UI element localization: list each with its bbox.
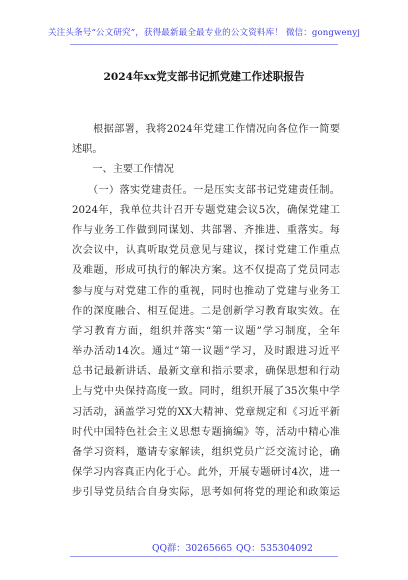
body-line: 及难题，形成可执行的解决方案。这不仅提高了党员同志 bbox=[72, 265, 340, 277]
body-line: 学习教育方面，组织并落实“第一议题”学习制度，全年 bbox=[72, 325, 340, 337]
body-line: 作与业务工作做到同谋划、共部署、齐推进、重落实。每 bbox=[72, 224, 340, 236]
document-body bbox=[72, 120, 340, 504]
header-banner: 关注头条号“公文研究”，获得最新最全最专业的公文资料库！ 微信：gongwenyj bbox=[47, 28, 361, 38]
body-line: 述职。 bbox=[72, 144, 103, 156]
body-line: 次会议中，认真听取党员意见与建议，探讨党建工作重点 bbox=[72, 245, 340, 257]
body-line: 步引导党员结合自身实际，思考如何将党的理论和政策运 bbox=[72, 487, 340, 499]
body-line: 总书记最新讲话、最新文章和指示要求，确保思想和行动 bbox=[72, 366, 340, 378]
header-divider bbox=[70, 44, 338, 45]
body-line: 参与度与对党建工作的重视，同时也推动了党建与业务工 bbox=[72, 285, 340, 297]
body-line: 举办活动14次。通过“第一议题”学习，及时跟进习近平 bbox=[72, 346, 340, 358]
body-line: 上与党中央保持高度一致。同时，组织开展了35次集中学 bbox=[72, 386, 340, 398]
body-line: 根据部署，我将2024年党建工作情况向各位作一简要 bbox=[72, 124, 340, 135]
body-line: 作的深度融合、相互促进。二是创新学习教育取实效。在 bbox=[72, 305, 340, 317]
footer-divider bbox=[70, 556, 338, 557]
body-line: 2024年，我单位共计召开专题党建会议5次，确保党建工 bbox=[72, 204, 340, 216]
body-line: 时代中国特色社会主义思想专题摘编》等，活动中精心准 bbox=[72, 426, 340, 438]
footer-qq: QQ：535304092 bbox=[236, 543, 313, 554]
body-line: 习活动，涵盖学习党的XX大精神、党章规定和《习近平新 bbox=[72, 406, 340, 418]
document-title: 2024年xx党支部书记抓党建工作述职报告 bbox=[103, 71, 305, 83]
body-line: （一）落实党建责任。一是压实支部书记党建责任制。 bbox=[72, 184, 340, 196]
footer-qq-group: QQ群：30265665 bbox=[152, 543, 233, 554]
body-line: 备学习资料，邀请专家解读，组织党员广泛交流讨论，确 bbox=[72, 447, 340, 458]
footer bbox=[0, 540, 408, 554]
body-line: 一、主要工作情况 bbox=[72, 164, 174, 176]
body-line: 保学习内容真正内化于心。此外，开展专题研讨4次，进一 bbox=[72, 467, 340, 479]
